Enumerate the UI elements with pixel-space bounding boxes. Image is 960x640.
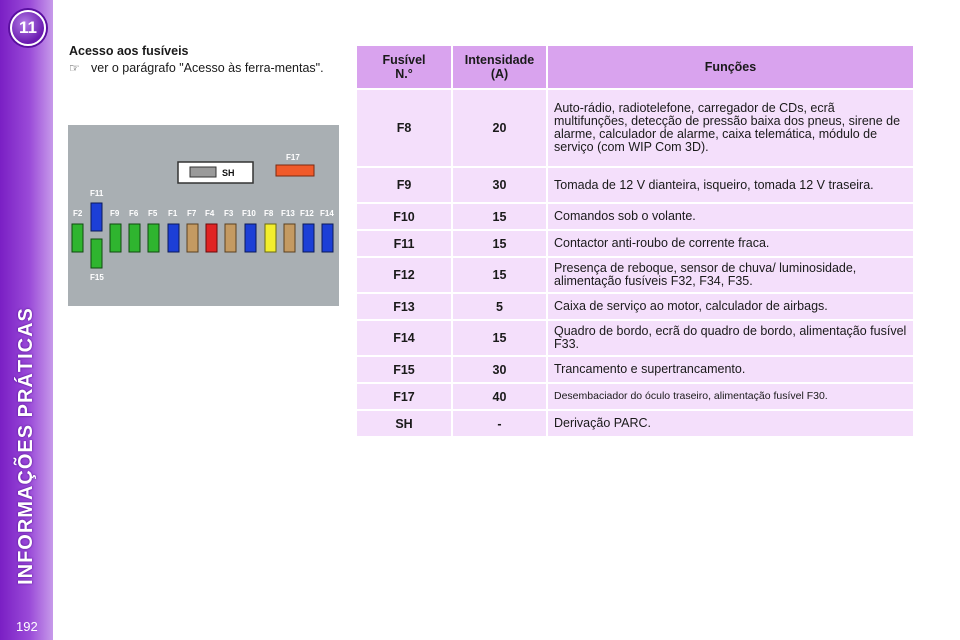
fuse-f11 xyxy=(91,203,102,231)
cell-function: Derivação PARC. xyxy=(548,411,913,436)
page-number: 192 xyxy=(16,619,38,634)
cell-amp: 40 xyxy=(453,384,546,409)
table-row xyxy=(357,384,913,409)
fuse-box-illustration xyxy=(68,125,339,306)
chapter-number-badge: 11 xyxy=(10,10,46,46)
header-amp-line1: Intensidade xyxy=(464,53,535,67)
table-row xyxy=(357,258,913,292)
fuse-f2 xyxy=(72,224,83,252)
header-amp-line2: (A) xyxy=(490,67,509,81)
cell-amp: 30 xyxy=(453,357,546,382)
cell-fuse: F11 xyxy=(357,231,451,256)
table-row xyxy=(357,321,913,355)
section-heading: Acesso aos fusíveis xyxy=(69,44,189,58)
table-row xyxy=(357,204,913,229)
table-row xyxy=(357,90,913,166)
header-fuse-number xyxy=(357,46,451,88)
header-amperage xyxy=(453,46,546,88)
chapter-title: INFORMAÇÕES PRÁTICAS xyxy=(15,307,37,585)
fuse-f17 xyxy=(276,165,314,176)
cell-function: Auto-rádio, radiotelefone, carregador de CDs, ecrã multifunções, detecção de pressão baixa dos pneus, sirene de alarme, calculador de alarme, caixa telemática, módulo de serviço (com WIP Com 3D). xyxy=(548,90,913,166)
instruction-text: ver o parágrafo "Acesso às ferra-mentas". xyxy=(91,61,324,75)
fuse-f6 xyxy=(129,224,140,252)
cell-function: Desembaciador do óculo traseiro, alimentação fusível F30. xyxy=(548,384,913,409)
fuse-f13 xyxy=(284,224,295,252)
fuse-label-f14: F14 xyxy=(320,209,334,218)
cell-fuse: F15 xyxy=(357,357,451,382)
fuse-label-f9: F9 xyxy=(110,209,120,218)
fuse-label-f1: F1 xyxy=(168,209,178,218)
cell-amp: 20 xyxy=(453,90,546,166)
cell-amp: 15 xyxy=(453,321,546,355)
f17-label: F17 xyxy=(286,153,300,162)
fuse-label-f10: F10 xyxy=(242,209,256,218)
cell-fuse: F12 xyxy=(357,258,451,292)
fuse-f1 xyxy=(168,224,179,252)
sh-shunt-slot xyxy=(190,167,216,177)
cell-function: Trancamento e supertrancamento. xyxy=(548,357,913,382)
fuse-box-diagram xyxy=(68,125,339,306)
cell-function: Presença de reboque, sensor de chuva/ luminosidade, alimentação fusíveis F32, F34, F35. xyxy=(548,258,913,292)
table-row xyxy=(357,357,913,382)
table-row xyxy=(357,411,913,436)
fuse-f12 xyxy=(303,224,314,252)
instruction-bullet xyxy=(69,61,337,75)
fuse-label-f7: F7 xyxy=(187,209,197,218)
cell-fuse: F9 xyxy=(357,168,451,202)
fuse-label-f4: F4 xyxy=(205,209,215,218)
fuse-label-f8: F8 xyxy=(264,209,274,218)
cell-function: Contactor anti-roubo de corrente fraca. xyxy=(548,231,913,256)
fuse-f3 xyxy=(225,224,236,252)
cell-fuse: F14 xyxy=(357,321,451,355)
fuse-label-f6: F6 xyxy=(129,209,139,218)
fuse-f9 xyxy=(110,224,121,252)
fuse-label-f5: F5 xyxy=(148,209,158,218)
fuse-f10 xyxy=(245,224,256,252)
fuse-f14 xyxy=(322,224,333,252)
arrow-right-icon: ☞ xyxy=(69,61,80,75)
fuse-label-f13: F13 xyxy=(281,209,295,218)
fuse-f8 xyxy=(265,224,276,252)
fuse-f5 xyxy=(148,224,159,252)
cell-fuse: SH xyxy=(357,411,451,436)
cell-fuse: F8 xyxy=(357,90,451,166)
cell-fuse: F17 xyxy=(357,384,451,409)
cell-amp: 15 xyxy=(453,204,546,229)
cell-amp: 15 xyxy=(453,231,546,256)
cell-amp: - xyxy=(453,411,546,436)
cell-function: Comandos sob o volante. xyxy=(548,204,913,229)
table-row xyxy=(357,231,913,256)
f11-label: F11 xyxy=(90,189,104,198)
table-row xyxy=(357,168,913,202)
f15-label: F15 xyxy=(90,273,104,282)
fuse-f7 xyxy=(187,224,198,252)
fuse-f4 xyxy=(206,224,217,252)
header-functions: Funções xyxy=(548,46,913,88)
header-fuse-line1: Fusível xyxy=(382,53,426,67)
fuse-label-f12: F12 xyxy=(300,209,314,218)
cell-fuse: F10 xyxy=(357,204,451,229)
cell-amp: 5 xyxy=(453,294,546,319)
cell-fuse: F13 xyxy=(357,294,451,319)
cell-function: Tomada de 12 V dianteira, isqueiro, tomada 12 V traseira. xyxy=(548,168,913,202)
fuse-f15 xyxy=(91,239,102,268)
table-row xyxy=(357,294,913,319)
cell-function: Caixa de serviço ao motor, calculador de airbags. xyxy=(548,294,913,319)
cell-function: Quadro de bordo, ecrã do quadro de bordo, alimentação fusível F33. xyxy=(548,321,913,355)
cell-amp: 15 xyxy=(453,258,546,292)
sh-label: SH xyxy=(222,168,235,178)
fuse-label-f2: F2 xyxy=(73,209,83,218)
header-fuse-line2: N.° xyxy=(395,67,413,81)
fuse-label-f3: F3 xyxy=(224,209,234,218)
table-header-row xyxy=(357,46,913,88)
cell-amp: 30 xyxy=(453,168,546,202)
fuse-table xyxy=(355,44,915,438)
